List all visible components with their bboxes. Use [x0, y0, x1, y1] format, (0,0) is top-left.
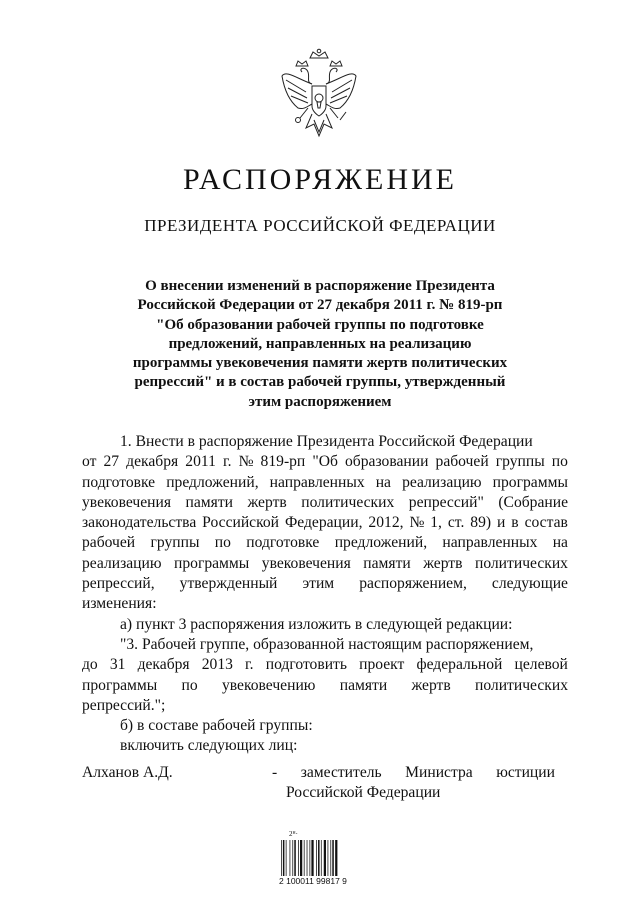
paragraph-line	[82, 533, 568, 553]
word: состав	[524, 514, 568, 532]
barcode-bar	[321, 840, 322, 876]
barcode-icon	[281, 840, 357, 876]
word: г.	[222, 453, 232, 471]
word: до	[82, 656, 98, 674]
word: политических	[474, 676, 568, 694]
person-role-line	[272, 763, 555, 783]
word: политических	[301, 493, 395, 511]
paragraph-line	[82, 513, 568, 533]
barcode-bar	[332, 840, 334, 876]
word: жертв	[247, 493, 287, 511]
word: целевой	[514, 656, 568, 674]
word: по	[551, 453, 568, 471]
word: проект	[359, 656, 405, 674]
person-role	[272, 763, 555, 804]
barcode-bar	[335, 840, 337, 876]
barcode-bar	[310, 840, 311, 876]
word: в	[511, 514, 519, 532]
word: на	[552, 534, 568, 552]
word: подготовке	[82, 473, 156, 491]
word: репрессий,	[82, 575, 155, 593]
paragraph-line	[82, 554, 568, 574]
word: памяти	[363, 554, 411, 572]
word: рабочей	[82, 534, 136, 552]
word: Федерации,	[284, 514, 363, 532]
word: декабря	[126, 453, 179, 471]
word: юстиции	[496, 764, 555, 781]
word: 2011	[185, 453, 216, 471]
word: жертв	[411, 676, 451, 694]
heading-line: программы увековечения памяти жертв политических	[132, 355, 508, 372]
word: увековечения	[82, 493, 172, 511]
barcode-mark: 2ᴴ·	[289, 830, 298, 838]
word: реализацию	[82, 554, 162, 572]
word: от	[82, 453, 97, 471]
word: -	[272, 764, 278, 781]
word: по	[214, 534, 231, 552]
word: рабочей	[435, 453, 489, 471]
coat-of-arms-icon	[276, 48, 362, 144]
word: ст.	[447, 514, 465, 532]
barcode-bar	[298, 840, 299, 876]
word: №	[238, 453, 254, 471]
paragraph-line	[82, 574, 568, 594]
barcode-bar	[281, 840, 282, 876]
quote-line: "3. Рабочей группе, образованной настоящим распоряжением,	[120, 635, 534, 653]
word: №	[409, 514, 425, 532]
word: (Собрание	[498, 493, 568, 511]
word: 2013	[201, 656, 233, 674]
heading-line: Российской Федерации от 27 декабря 2011 г. № 819-рп	[137, 297, 503, 314]
barcode-bar	[307, 840, 308, 876]
heading-line: предложений, направленных на реализацию	[168, 335, 472, 352]
word: заместитель	[300, 764, 382, 781]
barcode-bar	[286, 840, 287, 876]
word: направленных	[269, 473, 365, 491]
word: репрессий"	[408, 493, 484, 511]
word: 27	[103, 453, 120, 471]
word: увековечения	[261, 554, 351, 572]
barcode-number: 2 100011 99817 9	[279, 876, 347, 886]
document-body	[82, 432, 568, 757]
word: программы	[492, 473, 568, 491]
word: программы	[174, 554, 250, 572]
person-name: Алханов А.Д.	[82, 764, 173, 781]
word: утвержденный	[179, 575, 278, 593]
quote-line	[82, 676, 568, 696]
word: предложений,	[334, 534, 428, 552]
word: 819-рп	[260, 453, 306, 471]
quote-line: репрессий.";	[82, 696, 166, 714]
word: направленных	[442, 534, 538, 552]
word: распоряжением,	[359, 575, 467, 593]
document-subtitle: ПРЕЗИДЕНТА РОССИЙСКОЙ ФЕДЕРАЦИИ	[144, 216, 496, 235]
word: жертв	[423, 554, 463, 572]
word: 1,	[430, 514, 442, 532]
word: группы	[495, 453, 545, 471]
barcode-bar	[300, 840, 302, 876]
word: этим	[302, 575, 335, 593]
barcode-bar	[324, 840, 326, 876]
barcode-bar	[328, 840, 329, 876]
paragraph-line	[82, 493, 568, 513]
heading-line: этим распоряжением	[248, 393, 392, 410]
word: политических	[474, 554, 568, 572]
paragraph-line: изменения:	[82, 595, 157, 613]
paragraph-line: 1. Внести в распоряжение Президента Российской Федерации	[120, 433, 533, 450]
document-heading	[60, 277, 580, 412]
word: увековечению	[221, 676, 316, 694]
word: "Об	[312, 453, 338, 471]
barcode-bar	[316, 840, 317, 876]
word: образовании	[345, 453, 429, 471]
word: Российской	[202, 514, 280, 532]
include-line: включить следующих лиц:	[120, 737, 298, 755]
paragraph-line	[82, 473, 568, 493]
barcode-bar	[318, 840, 320, 876]
barcode-bar	[330, 840, 331, 876]
word: программы	[82, 676, 158, 694]
barcode-bar	[294, 840, 296, 876]
word: и	[496, 514, 506, 532]
word: по	[181, 676, 198, 694]
word: федеральной	[416, 656, 503, 674]
word: памяти	[339, 676, 388, 694]
word: подготовке	[246, 534, 320, 552]
barcode-block	[279, 830, 359, 886]
word: группы	[150, 534, 200, 552]
word: 2012,	[368, 514, 404, 532]
word: памяти	[185, 493, 233, 511]
quote-line	[82, 655, 568, 675]
word: 89)	[470, 514, 492, 532]
barcode-bar	[292, 840, 293, 876]
word: г.	[245, 656, 254, 674]
word: реализацию	[402, 473, 482, 491]
barcode-bar	[304, 840, 305, 876]
word: Министра	[405, 764, 473, 781]
word: декабря	[137, 656, 190, 674]
barcode-bar	[311, 840, 313, 876]
word: на	[375, 473, 391, 491]
heading-line: репрессий" и в состав рабочей группы, утвержденный	[134, 374, 506, 391]
barcode-bar	[283, 840, 285, 876]
word: предложений,	[166, 473, 259, 491]
heading-line: "Об образовании рабочей группы по подготовке	[156, 316, 484, 333]
barcode-bar	[290, 840, 291, 876]
item-b: б) в составе рабочей группы:	[120, 717, 313, 735]
document-title: РАСПОРЯЖЕНИЕ	[182, 163, 458, 196]
word: подготовить	[265, 656, 347, 674]
person-role-line: Российской Федерации	[286, 784, 441, 802]
word: 31	[109, 656, 126, 674]
item-a: а) пункт 3 распоряжения изложить в следующей редакции:	[120, 615, 513, 633]
word: следующие	[491, 575, 568, 593]
word: законодательства	[82, 514, 197, 532]
heading-line: О внесении изменений в распоряжение Президента	[145, 278, 495, 294]
paragraph-line	[82, 452, 568, 472]
